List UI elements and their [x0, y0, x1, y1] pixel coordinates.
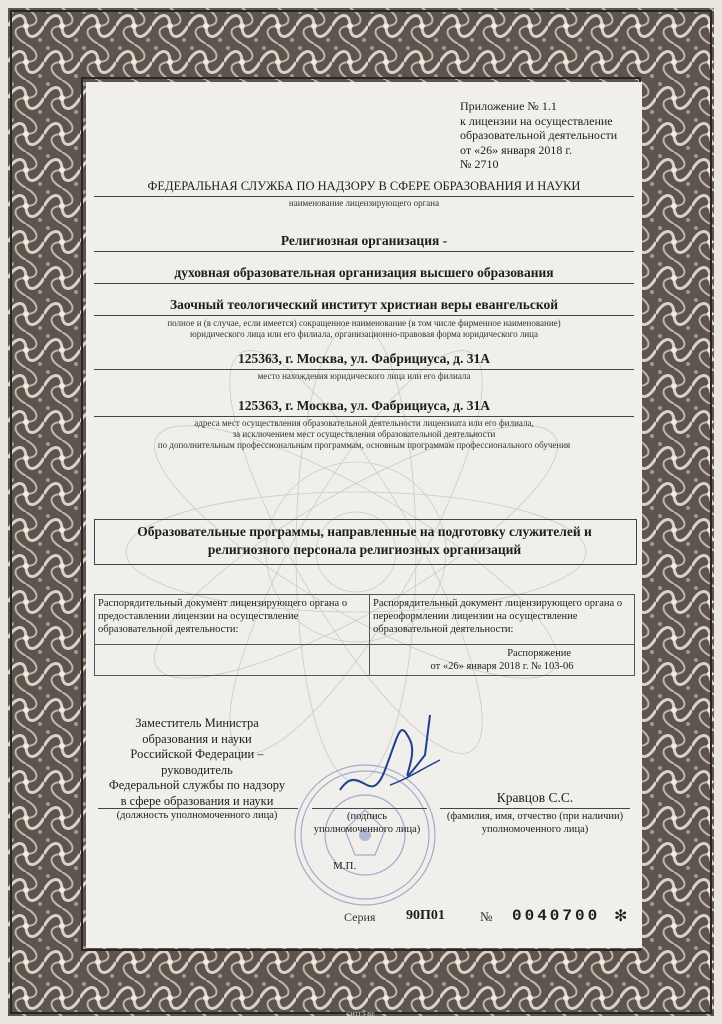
position-caption: (должность уполномоченного лица) [116, 810, 278, 821]
table-header-issuance: Распорядительный документ лицензирующего органа о предоставлении лицензии на осуществление образовательной деятельности: [95, 595, 370, 645]
org-line-1: Религиозная организация - [280, 233, 448, 248]
name-caption [432, 810, 638, 836]
position-line-4: руководитель [161, 762, 233, 777]
position-line-5: Федеральной службы по надзору [108, 778, 286, 792]
org-line-2: духовная образовательная организация высшего образования [174, 265, 554, 280]
handwritten-signature [330, 700, 450, 820]
position-line-2: образования и науки [142, 731, 252, 746]
decree-date-number: от «26» января 2018 г. № 103-06 [430, 661, 574, 672]
series-label: Серия [344, 910, 376, 924]
appendix-block [460, 99, 630, 172]
signature-caption [302, 810, 432, 836]
authority-name: ФЕДЕРАЛЬНАЯ СЛУЖБА ПО НАДЗОРУ В СФЕРЕ ОБРАЗОВАНИЯ И НАУКИ [147, 179, 581, 193]
table-value-reissuance [370, 645, 635, 676]
decree-title: Распоряжение [507, 648, 571, 659]
activity-caption-3: по дополнительным профессиональным программам, основным программам профессионального обучения [157, 440, 571, 450]
appendix-line-2: к лицензии на осуществление [460, 113, 613, 128]
signature-caption-line-2: уполномоченного лица) [313, 824, 421, 835]
programs-line-2: религиозного персонала религиозных организаций [207, 542, 522, 557]
table-header-reissuance: Распорядительный документ лицензирующего органа о переоформлении лицензии на осуществление образовательной деятельности: [370, 595, 635, 645]
number-value: 0040700 [512, 907, 601, 925]
appendix-date: от «26» января 2018 г. [460, 142, 572, 157]
org-caption-2: юридического лица или его филиала, организационно-правовая форма юридического лица [190, 329, 538, 339]
legal-address: 125363, г. Москва, ул. Фабрициуса, д. 31А [238, 351, 490, 366]
appendix-number: № 2710 [460, 157, 499, 171]
name-caption-line-2: уполномоченного лица) [481, 824, 589, 835]
position-line-6: в сфере образования и науки [120, 793, 274, 808]
position-line-3: Российской Федерации – [130, 747, 264, 761]
number-label: № [480, 909, 493, 924]
authority-caption: наименование лицензирующего органа [288, 198, 440, 208]
position-line-1: Заместитель Министра [135, 716, 259, 730]
signature-caption-line-1: (подпись [346, 811, 388, 822]
printer-mark: ©ИТГЗ-ВЕ [346, 1012, 375, 1018]
org-line-3: Заочный теологический институт христиан веры евангельской [169, 297, 559, 312]
legal-address-caption: место нахождения юридического лица или его филиала [257, 371, 471, 381]
series-value: 90П01 [406, 908, 445, 923]
name-caption-line-1: (фамилия, имя, отчество (при наличии) [446, 811, 624, 822]
activity-address: 125363, г. Москва, ул. Фабрициуса, д. 31А [238, 398, 490, 413]
serial-mark: ✻ [614, 908, 628, 925]
activity-caption-1: адреса мест осуществления образовательной деятельности лицензиата или его филиала, [194, 418, 534, 428]
activity-caption-2: за исключением мест осуществления образовательной деятельности [232, 429, 496, 439]
decision-documents-table [94, 594, 635, 676]
signatory-position [92, 716, 302, 809]
signatory-name: Кравцов С.С. [496, 790, 574, 805]
programs-line-1: Образовательные программы, направленные на подготовку служителей и [137, 524, 592, 539]
stamp-mark: М.П. [333, 860, 357, 872]
appendix-line-3: образовательной деятельности [460, 128, 618, 142]
org-caption-1: полное и (в случае, если имеется) сокращенное наименование (в том числе фирменное наименование) [167, 318, 561, 328]
table-value-issuance [95, 645, 370, 676]
appendix-line-1: Приложение № 1.1 [460, 99, 557, 113]
